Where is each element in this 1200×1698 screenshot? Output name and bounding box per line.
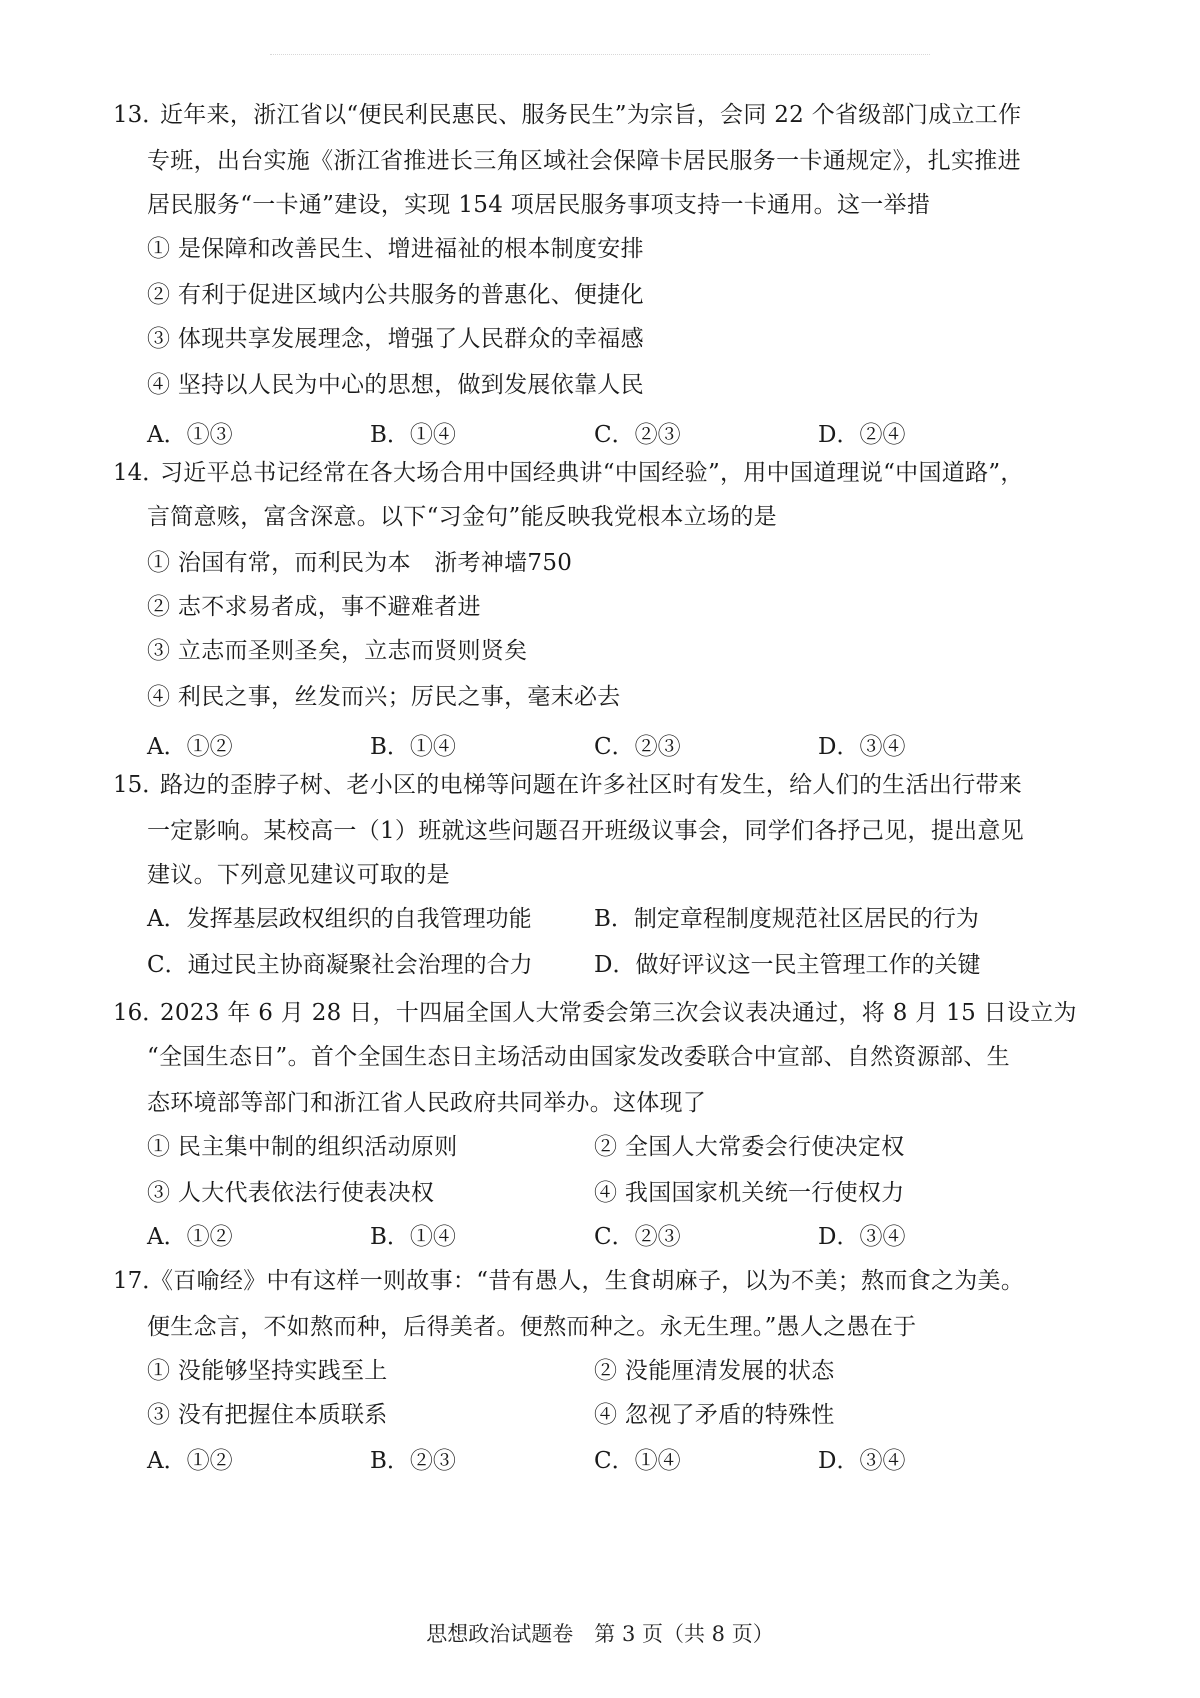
- choice-a[interactable]: A．①②: [147, 1224, 233, 1250]
- statement-2: ② 有利于促进区域内公共服务的普惠化、便捷化: [147, 282, 644, 308]
- statement-4: ④ 忽视了矛盾的特殊性: [594, 1402, 835, 1428]
- statement-2: ② 全国人大常委会行使决定权: [594, 1134, 905, 1160]
- question-stem-line: 《百喻经》中有这样一则故事：“昔有愚人，生食胡麻子，以为不美；熬而食之为美。: [150, 1268, 1025, 1294]
- question-number: 14．: [113, 460, 166, 486]
- question-number: 16．: [113, 1000, 166, 1026]
- choice-a[interactable]: A．①②: [147, 734, 233, 760]
- statement-1: ① 是保障和改善民生、增进福祉的根本制度安排: [147, 236, 644, 262]
- question-stem-line: 一定影响。某校高一（1）班就这些问题召开班级议事会，同学们各抒己见，提出意见: [147, 818, 1025, 844]
- question-stem-line: 近年来，浙江省以“便民利民惠民、服务民生”为宗旨，会同 22 个省级部门成立工作: [160, 102, 1022, 128]
- choice-d[interactable]: D．做好评议这一民主管理工作的关键: [594, 952, 981, 978]
- choice-b[interactable]: B．②③: [370, 1448, 456, 1474]
- choice-a[interactable]: A．①③: [147, 422, 233, 448]
- statement-4: ④ 我国国家机关统一行使权力: [594, 1180, 905, 1206]
- choice-c[interactable]: C．②③: [594, 422, 681, 448]
- statement-3: ③ 立志而圣则圣矣，立志而贤则贤矣: [147, 638, 528, 664]
- question-stem-line: 专班，出台实施《浙江省推进长三角区域社会保障卡居民服务一卡通规定》，扎实推进: [147, 148, 1021, 174]
- question-stem-line: “全国生态日”。首个全国生态日主场活动由国家发改委联合中宣部、自然资源部、生: [147, 1044, 1010, 1070]
- choice-c[interactable]: C．②③: [594, 1224, 681, 1250]
- choice-d[interactable]: D．③④: [818, 734, 906, 760]
- statement-3: ③ 没有把握住本质联系: [147, 1402, 388, 1428]
- question-stem-line: 便生念言，不如熬而种，后得美者。便熬而种之。永无生理。”愚人之愚在于: [147, 1314, 917, 1340]
- statement-3: ③ 人大代表依法行使表决权: [147, 1180, 435, 1206]
- page-footer: 思想政治试题卷 第 3 页（共 8 页）: [426, 1622, 774, 1646]
- choice-b[interactable]: B．①④: [370, 734, 456, 760]
- choice-d[interactable]: D．②④: [818, 422, 906, 448]
- choice-b[interactable]: B．制定章程制度规范社区居民的行为: [594, 906, 979, 932]
- question-stem-line: 言简意赅，富含深意。以下“习金句”能反映我党根本立场的是: [147, 504, 777, 530]
- statement-3: ③ 体现共享发展理念，增强了人民群众的幸福感: [147, 326, 644, 352]
- question-stem-line: 路边的歪脖子树、老小区的电梯等问题在许多社区时有发生，给人们的生活出行带来: [160, 772, 1023, 798]
- statement-2: ② 志不求易者成，事不避难者进: [147, 594, 481, 620]
- choice-d[interactable]: D．③④: [818, 1448, 906, 1474]
- question-number: 13．: [113, 102, 166, 128]
- statement-4: ④ 利民之事，丝发而兴；厉民之事，毫末必去: [147, 684, 621, 710]
- question-stem-line: 建议。下列意见建议可取的是: [147, 862, 450, 888]
- top-divider: [270, 54, 930, 56]
- choice-b[interactable]: B．①④: [370, 1224, 456, 1250]
- question-number: 15．: [113, 772, 166, 798]
- statement-4: ④ 坚持以人民为中心的思想，做到发展依靠人民: [147, 372, 644, 398]
- question-stem-line: 习近平总书记经常在各大场合用中国经典讲“中国经验”，用中国道理说“中国道路”，: [160, 460, 1024, 486]
- question-stem-line: 态环境部等部门和浙江省人民政府共同举办。这体现了: [147, 1090, 707, 1116]
- choice-d[interactable]: D．③④: [818, 1224, 906, 1250]
- question-stem-line: 2023 年 6 月 28 日，十四届全国人大常委会第三次会议表决通过，将 8 月 15 日设立为: [160, 1000, 1077, 1026]
- choice-a[interactable]: A．①②: [147, 1448, 233, 1474]
- question-stem-line: 居民服务“一卡通”建设，实现 154 项居民服务事项支持一卡通用。这一举措: [147, 192, 931, 218]
- choice-b[interactable]: B．①④: [370, 422, 456, 448]
- choice-c[interactable]: C．①④: [594, 1448, 681, 1474]
- statement-1: ① 民主集中制的组织活动原则: [147, 1134, 458, 1160]
- choice-a[interactable]: A．发挥基层政权组织的自我管理功能: [147, 906, 532, 932]
- choice-c[interactable]: C．通过民主协商凝聚社会治理的合力: [147, 952, 533, 978]
- choice-c[interactable]: C．②③: [594, 734, 681, 760]
- statement-1: ① 治国有常，而利民为本 浙考神墙750: [147, 550, 573, 576]
- statement-2: ② 没能厘清发展的状态: [594, 1358, 835, 1384]
- statement-1: ① 没能够坚持实践至上: [147, 1358, 388, 1384]
- question-number: 17．: [113, 1268, 166, 1294]
